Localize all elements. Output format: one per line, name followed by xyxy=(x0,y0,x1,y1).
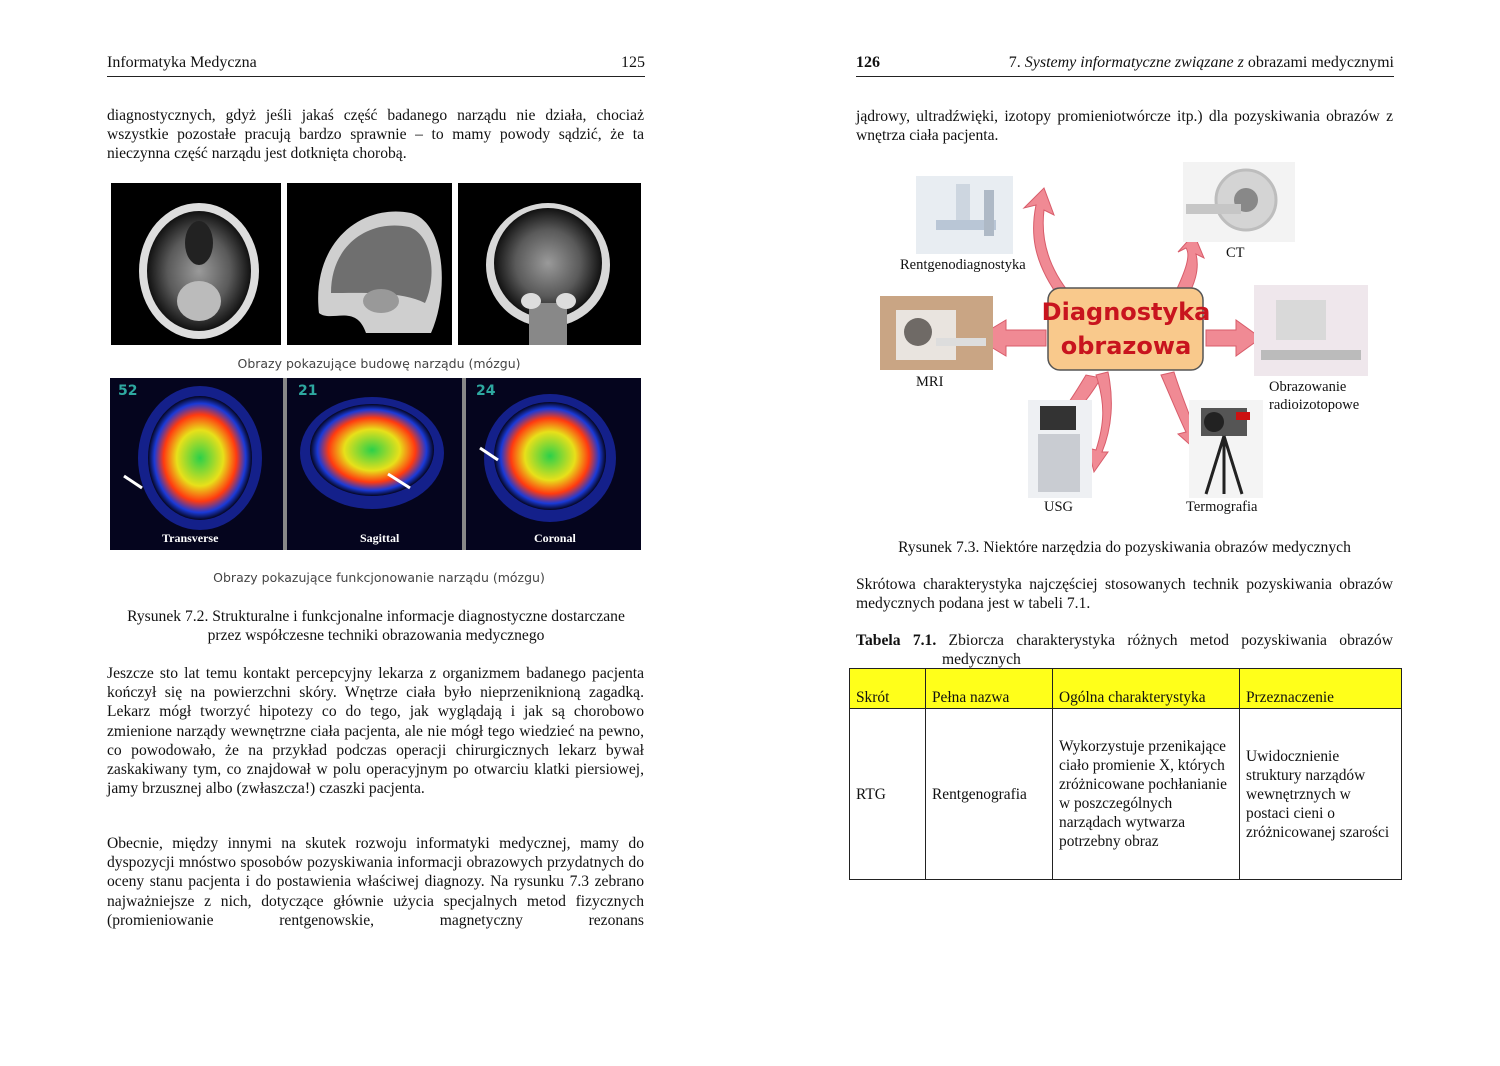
spect-panels-graphic xyxy=(110,378,641,550)
cell-skrot: RTG xyxy=(850,709,926,880)
label-rtg: Rentgenodiagnostyka xyxy=(900,257,1026,273)
label-radioisotope-2: radioizotopowe xyxy=(1269,397,1360,413)
diagram-graphic xyxy=(856,160,1396,520)
xray-machine-photo xyxy=(916,176,1013,254)
ultrasound-device-photo xyxy=(1028,400,1092,498)
diagram-center-line2: obrazowa xyxy=(1060,332,1192,360)
paragraph-intro: diagnostycznych, gdyż jeśli jakaś część badanego narządu nie działa, chociaż wszystkie pozostałe pracują bardzo sprawnie – to mamy powody sądzić, że ta nieczynna część narządu jest dotknięta chorobą. xyxy=(107,107,644,163)
page-number-right: 126 xyxy=(856,54,880,71)
ct-scanner-photo xyxy=(1183,162,1295,242)
table-header-row xyxy=(850,669,1402,709)
imaging-tools-diagram xyxy=(856,160,1396,520)
diagram-center-line1: Diagnostyka xyxy=(1041,298,1211,326)
chapter-title: 7. Systemy informatyczne związane z obrazami medycznymi xyxy=(1008,54,1394,71)
spect-functional-images xyxy=(110,378,641,550)
label-usg: USG xyxy=(1044,499,1074,515)
label-mri: MRI xyxy=(916,374,944,390)
header-ogolna: Ogólna charakterystyka xyxy=(1053,669,1240,709)
spect-number-3: 24 xyxy=(476,383,496,399)
table-row xyxy=(850,709,1402,880)
paragraph-summary: Skrótowa charakterystyka najczęściej stosowanych technik pozyskiwania obrazów medycznych podana jest w tabeli 7.1. xyxy=(856,576,1393,613)
figure-7-2-caption-line1: Rysunek 7.2. Strukturalne i funkcjonalne informacje diagnostyczne dostarczane xyxy=(127,608,625,625)
spect-label-transverse: Transverse xyxy=(162,531,219,545)
figure-7-2-caption-line2: przez współczesne techniki obrazowania medycznego xyxy=(207,627,545,644)
mri-panels-graphic xyxy=(111,183,641,345)
spect-label-coronal: Coronal xyxy=(534,531,576,545)
header-skrot: Skrót xyxy=(850,669,926,709)
table-7-1 xyxy=(849,668,1402,880)
mri-structural-images xyxy=(111,183,641,345)
thermography-camera-photo xyxy=(1189,400,1263,498)
figure-7-3-caption: Rysunek 7.3. Niektóre narzędzia do pozyskiwania obrazów medycznych xyxy=(898,539,1351,556)
paragraph-history: Jeszcze sto lat temu kontakt percepcyjny lekarza z organizmem badanego pacjenta kończył się na powierzchni skóry. Wnętrze ciała było nieprzeniknioną zagadką. Lekarz mógł tworzyć hipotezy co do tego, jak wyglądają i jak są chorobowo zmienione narządy wewnętrzne ciała pacjenta, ale nie mógł tego wiedzieć na pewno, co powodowało, że na przykład podczas operacji chirurgicznych lekarz bywał zaskakiwany tym, co znajdował w polu operacyjnym po otwarciu klatki piersiowej, jamy brzusznej albo (zwłaszcza!) czaszki pacjenta. xyxy=(107,665,644,798)
left-page-header xyxy=(107,54,645,77)
structure-caption: Obrazy pokazujące budowę narządu (mózgu) xyxy=(237,356,521,371)
header-pelna-nazwa: Pełna nazwa xyxy=(926,669,1053,709)
book-title: Informatyka Medyczna xyxy=(107,54,257,71)
cell-przeznaczenie: Uwidocznienie struktury narządów wewnętrznych w postaci cieni o zróżnicowanej szarości xyxy=(1240,709,1402,880)
label-termo: Termografia xyxy=(1186,499,1258,515)
paragraph-now: Obecnie, między innymi na skutek rozwoju informatyki medycznej, mamy do dyspozycji mnóstwo sposobów pozyskiwania informacji obrazowych przydatnych do oceny stanu pacjenta i do postawienia właściwej diagnozy. Na rysunku 7.3 zebrano najważniejsze z nich, dotyczące głównie użycia specjalnych metod fizycznych (promieniowanie rentgenowskie, magnetyczny rezonans xyxy=(107,835,644,929)
label-ct: CT xyxy=(1226,245,1245,261)
radioisotope-scanner-photo xyxy=(1254,285,1368,376)
cell-pelna-nazwa: Rentgenografia xyxy=(926,709,1053,880)
spect-label-sagittal: Sagittal xyxy=(360,531,400,545)
label-radioisotope-1: Obrazowanie xyxy=(1269,379,1347,395)
right-page-header xyxy=(856,54,1394,77)
spect-number-2: 21 xyxy=(298,383,318,399)
header-przeznaczenie: Przeznaczenie xyxy=(1240,669,1402,709)
paragraph-continued: jądrowy, ultradźwięki, izotopy promieniotwórcze itp.) dla pozyskiwania obrazów z wnętrza ciała pacjenta. xyxy=(856,108,1393,145)
cell-ogolna: Wykorzystuje przenikające ciało promienie X, których zróżnicowane pochłanianie w poszczególnych narządach wytwarza potrzebny obraz xyxy=(1053,709,1240,880)
figure-7-2-caption xyxy=(100,607,652,645)
mri-scanner-photo xyxy=(880,296,993,370)
table-7-1-caption: Tabela 7.1. Zbiorcza charakterystyka różnych metod pozyskiwania obrazów medycznych xyxy=(856,632,1393,669)
function-caption: Obrazy pokazujące funkcjonowanie narządu (mózgu) xyxy=(213,570,545,585)
spect-number-1: 52 xyxy=(118,383,138,399)
page-number-left: 125 xyxy=(621,54,645,71)
